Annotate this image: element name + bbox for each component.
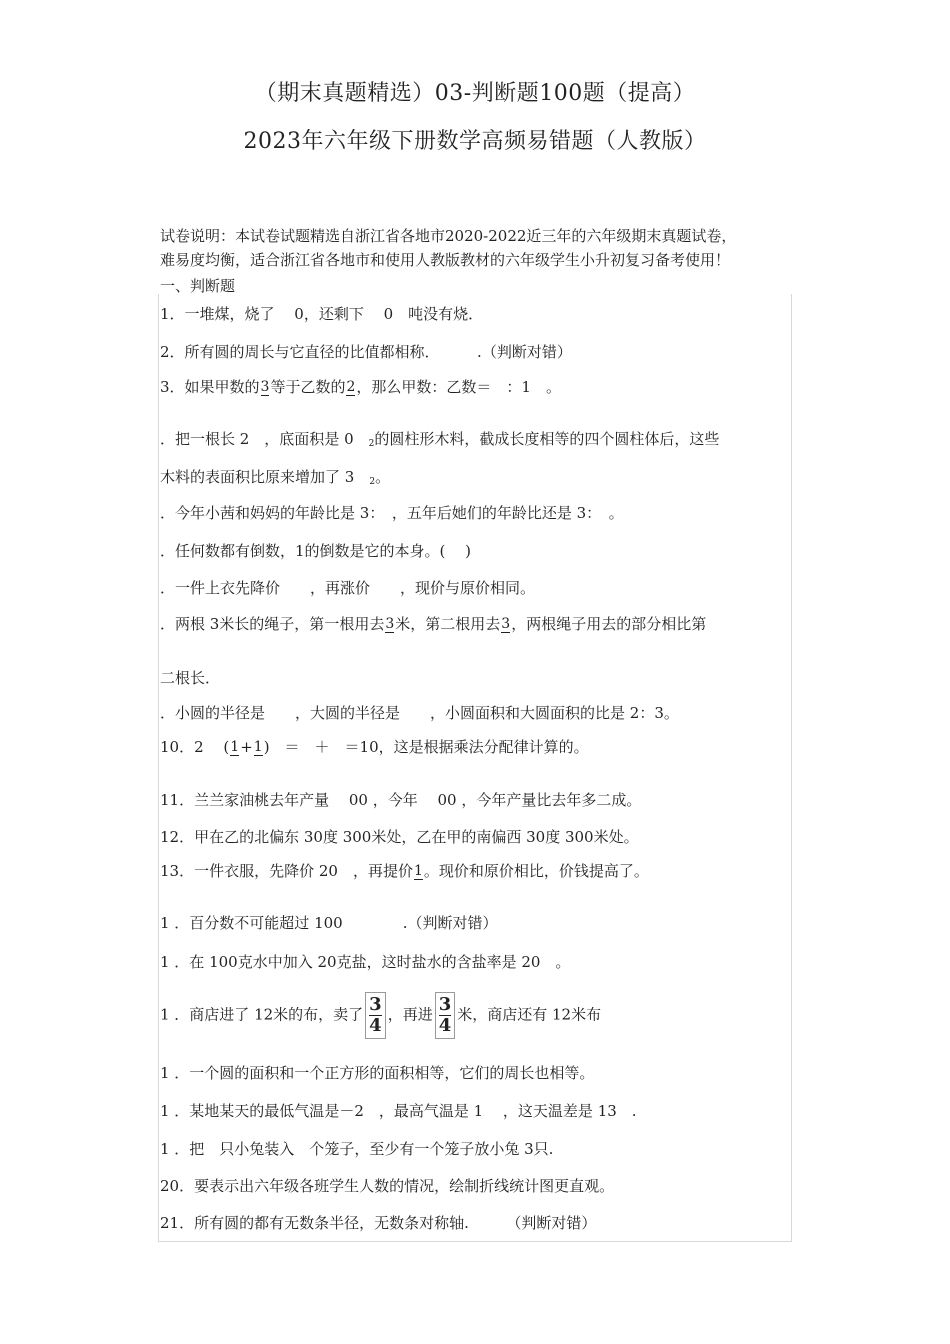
- fraction-bar: [261, 395, 270, 397]
- fraction-bar: [254, 755, 263, 757]
- question-text: ) ＝ ＋ ＝10，这是根据乘法分配律计算的。: [263, 738, 589, 756]
- question-19: 1 ．把 只小兔装入 个笼子，至少有一个笼子放小兔 3只.: [160, 1140, 554, 1158]
- question-text: 的圆柱形木料，截成长度相等的四个圆柱体后，这些: [374, 430, 720, 448]
- fraction: [230, 740, 239, 757]
- fraction: [254, 740, 263, 757]
- question-6: ．任何数都有倒数，1的倒数是它的本身。( ): [160, 542, 472, 560]
- exam-description-line-2: 难易度均衡，适合浙江省各地市和使用人教版教材的六年级学生小升初复习备考使用！: [160, 251, 731, 269]
- numerator: 2: [346, 378, 356, 395]
- question-8-line-1: [160, 613, 706, 634]
- question-4-line-2: [160, 466, 390, 487]
- numerator: 1: [253, 738, 263, 755]
- question-5: ．今年小茜和妈妈的年龄比是 3： ，五年后她们的年龄比还是 3： 。: [160, 504, 624, 522]
- numerator: 3: [369, 994, 382, 1015]
- question-20: 20．要表示出六年级各班学生人数的情况，绘制折线统计图更直观。: [160, 1177, 615, 1195]
- question-9: ．小圆的半径是 ，大圆的半径是 ，小圆面积和大圆面积的比是 2：3。: [160, 704, 679, 722]
- denominator: 4: [369, 1015, 382, 1036]
- question-text: 米，商店还有 12米布: [457, 1005, 602, 1024]
- question-16: [160, 992, 601, 1039]
- question-text: ，那么甲数：乙数＝ ：1 。: [356, 378, 561, 396]
- question-text: ．把一根长 2 ，底面积是 0: [160, 430, 369, 448]
- question-14: 1 ．百分数不可能超过 100 .（判断对错）: [160, 914, 498, 932]
- unit-exponent: 2: [368, 439, 375, 449]
- question-text: 。: [375, 468, 391, 486]
- fraction-bar: [501, 632, 510, 634]
- unit-exponent: 2: [369, 477, 376, 487]
- fraction: [414, 864, 423, 881]
- numerator: 3: [438, 994, 452, 1015]
- question-2: 2．所有圆的周长与它直径的比值都相称． .（判断对错）: [160, 343, 572, 361]
- question-7: ．一件上衣先降价 ，再涨价 ，现价与原价相同。: [160, 579, 536, 597]
- question-10: [160, 736, 589, 757]
- question-text: 木料的表面积比原来增加了 3: [160, 468, 370, 486]
- question-11: 11．兰兰家油桃去年产量 00 ，今年 00 ，今年产量比去年多二成。: [160, 791, 642, 809]
- question-text: 1 ．商店进了 12米的布，卖了: [160, 1005, 364, 1024]
- numerator: 1: [413, 862, 423, 879]
- document-subtitle: 2023年六年级下册数学高频易错题（人教版）: [243, 129, 707, 154]
- question-text: ，再进: [387, 1005, 433, 1024]
- question-15: 1 ．在 100克水中加入 20克盐，这时盐水的含盐率是 20 。: [160, 953, 571, 971]
- question-21: 21．所有圆的都有无数条半径，无数条对称轴. （判断对错）: [160, 1214, 597, 1232]
- question-text: 米，第二根用去: [395, 615, 501, 633]
- fraction: [385, 617, 394, 634]
- fraction: [501, 617, 510, 634]
- denominator: 4: [438, 1015, 452, 1036]
- question-text: 13．一件衣服，先降价 20 ，再提价: [160, 862, 413, 880]
- fraction: [346, 380, 355, 397]
- question-18: 1 ．某地某天的最低气温是－2 ，最高气温是 1 ，这天温差是 13 .: [160, 1102, 637, 1120]
- section-heading: 一、判断题: [160, 277, 236, 295]
- question-13: [160, 860, 649, 881]
- fraction-bar: [414, 879, 423, 881]
- question-text: ，两根绳子用去的部分相比第: [511, 615, 707, 633]
- fraction-bar: [346, 395, 355, 397]
- question-8-line-2: 二根长．: [160, 669, 221, 687]
- question-text: 。现价和原价相比，价钱提高了。: [423, 862, 649, 880]
- boxed-fraction: [365, 992, 386, 1039]
- numerator: 3: [260, 378, 270, 395]
- numerator: 3: [501, 615, 511, 632]
- boxed-fraction: [435, 992, 456, 1039]
- numerator: 3: [385, 615, 395, 632]
- document-title: （期末真题精选）03-判断题100题（提高）: [254, 81, 696, 106]
- question-1: 1．一堆煤，烧了 0，还剩下 0 吨没有烧．: [160, 305, 484, 323]
- fraction-bar: [230, 755, 239, 757]
- fraction: [261, 380, 270, 397]
- question-3: [160, 376, 561, 397]
- fraction-bar: [385, 632, 394, 634]
- question-text: 3．如果甲数的: [160, 378, 260, 396]
- plus-sign: +: [240, 738, 253, 756]
- question-17: 1 ．一个圆的面积和一个正方形的面积相等，它们的周长也相等。: [160, 1064, 595, 1082]
- numerator: 1: [230, 738, 240, 755]
- question-text: ．两根 3米长的绳子，第一根用去: [160, 615, 385, 633]
- question-4-line-1: [160, 428, 719, 449]
- question-text: 等于乙数的: [270, 378, 346, 396]
- question-text: 10．2 (: [160, 738, 230, 756]
- exam-description-line-1: 试卷说明：本试卷试题精选自浙江省各地市2020-2022近三年的六年级期末真题试卷，: [160, 227, 737, 245]
- question-12: 12．甲在乙的北偏东 30度 300米处，乙在甲的南偏西 30度 300米处。: [160, 828, 639, 846]
